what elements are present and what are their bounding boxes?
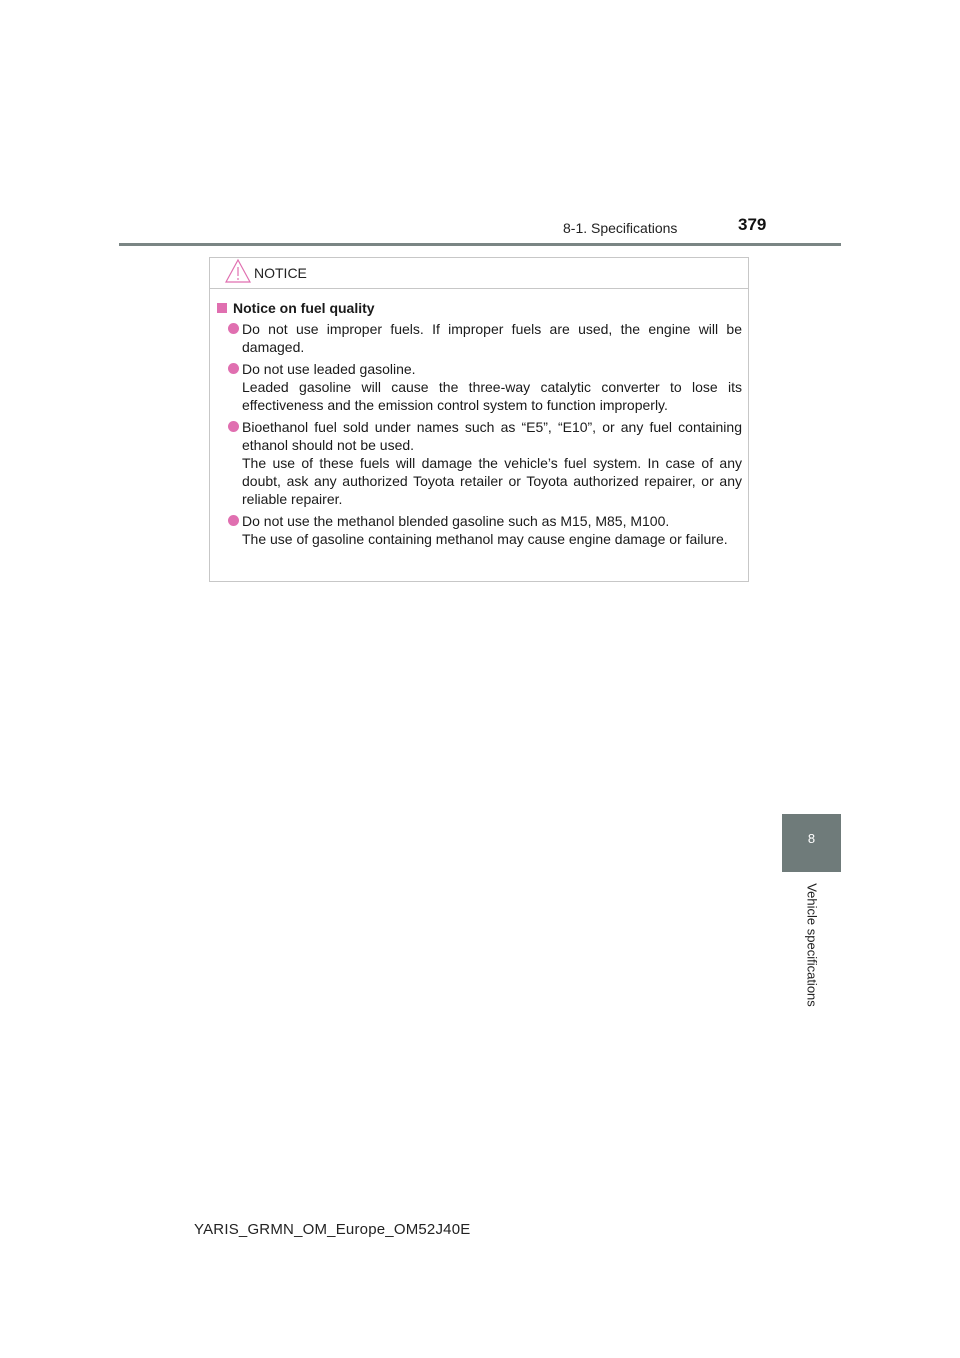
round-bullet-icon xyxy=(228,363,239,374)
list-item xyxy=(216,360,742,414)
notice-label: NOTICE xyxy=(254,265,307,281)
list-item-text: Bioethanol fuel sold under names such as “E5”, “E10”, or any fuel containing ethanol should not be used. xyxy=(242,419,742,453)
notice-body xyxy=(210,289,748,548)
section-heading: 8-1. Specifications xyxy=(563,220,678,236)
list-item-text: Do not use leaded gasoline. xyxy=(242,361,416,377)
round-bullet-icon xyxy=(228,515,239,526)
list-item-text: Do not use the methanol blended gasoline such as M15, M85, M100. xyxy=(242,513,670,529)
list-item-detail: The use of these fuels will damage the vehicle’s fuel system. In case of any doubt, ask any authorized Toyota retailer or Toyota authorized repairer, or any reliable repairer. xyxy=(242,455,742,507)
list-item-text: Do not use improper fuels. If improper fuels are used, the engine will be damaged. xyxy=(242,321,742,355)
document-id: YARIS_GRMN_OM_Europe_OM52J40E xyxy=(194,1221,471,1238)
square-bullet-icon xyxy=(217,303,227,313)
warning-triangle-icon xyxy=(225,258,251,284)
notice-section-title: Notice on fuel quality xyxy=(233,300,375,316)
round-bullet-icon xyxy=(228,323,239,334)
round-bullet-icon xyxy=(228,421,239,432)
notice-box xyxy=(209,257,749,582)
list-item-detail: Leaded gasoline will cause the three-way catalytic converter to lose its effectiveness and the emission control system to function improperly. xyxy=(242,379,742,413)
page-number: 379 xyxy=(738,215,767,234)
notice-section xyxy=(216,300,742,316)
list-item xyxy=(216,320,742,356)
header-divider xyxy=(119,243,841,246)
notice-header xyxy=(210,258,748,289)
list-item-detail: The use of gasoline containing methanol may cause engine damage or failure. xyxy=(242,531,728,547)
list-item xyxy=(216,512,742,548)
chapter-tab: 8 xyxy=(782,814,841,872)
list-item xyxy=(216,418,742,508)
chapter-title: Vehicle specifications xyxy=(804,883,820,1007)
